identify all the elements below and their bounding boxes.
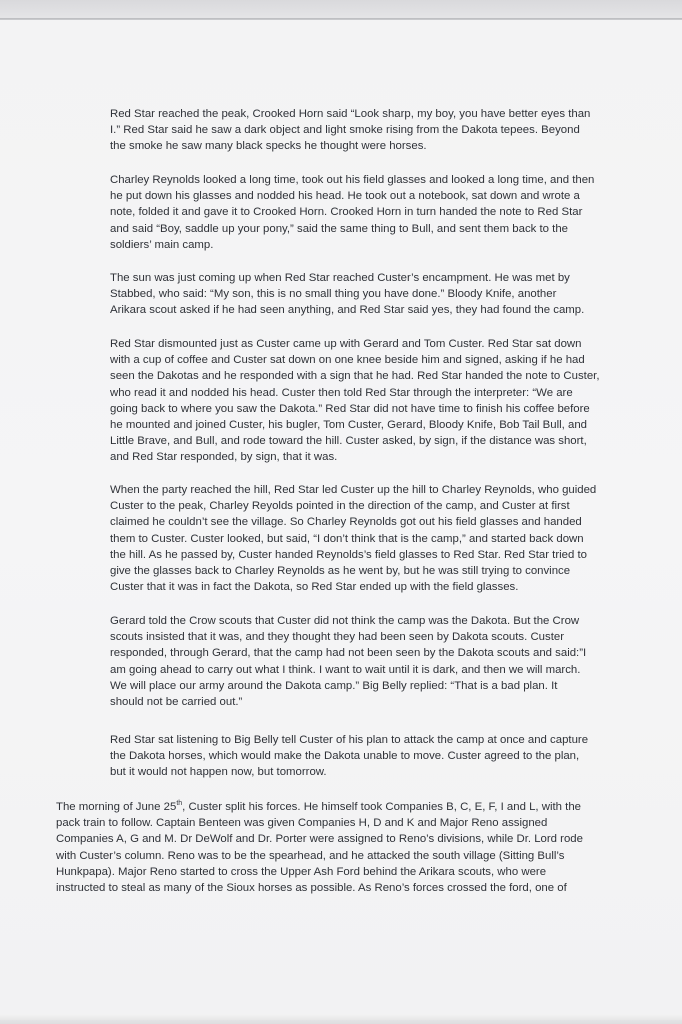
- body-text-paragraph: [110, 482, 630, 595]
- paragraph-6: Gerard told the Crow scouts that Custer did not think the camp was the Dakota. But the Crow scouts insisted that it was, and they thought they had been seen by Dakota scouts. Custer responded, through Gerard, that the camp had not been seen by the Dakota scouts and said:”I am going ahead to carry out what I think. I want to wait until it is dark, and then we will march. We will place our army around the Dakota camp.” Big Belly replied: “That is a bad plan. It should not be carried out.”: [110, 615, 587, 709]
- body-text-paragraph: [110, 613, 630, 710]
- paragraph-3: The sun was just coming up when Red Star reached Custer’s encampment. He was met by Stabbed, who said: “My son, this is no small thing you have done.” Bloody Knife, another Arikara scout asked if he had seen anything, and Red Star said yes, they had found the camp.: [110, 272, 585, 317]
- paragraph-8-continuation: , Custer split his forces. He himself took Companies B, C, E, F, I and L, with the pack train to follow. Captain Benteen was given Companies H, D and K and Major Reno assigned Companies A, G and M. Dr DeWolf and Dr. Porter were assigned to Reno’s divisions, while Dr. Lord rode with Custer’s column. Reno was to be the spearhead, and he attacked the south village (Sitting Bull’s Hunkpapa). Major Reno started to cross the Upper Ash Ford behind the Arikara scouts, who were instructed to steal as many of the Sioux horses as possible. As Reno’s forces crossed the ford, one of: [56, 801, 583, 895]
- bottom-shadow: [0, 1014, 682, 1024]
- body-text-paragraph: [110, 106, 630, 155]
- paragraph-2: Charley Reynolds looked a long time, took out his field glasses and looked a long time, and then he put down his glasses and nodded his head. He took out a notebook, sat down and wrote a note, folded it and gave it to Crooked Horn. Crooked Horn in turn handed the note to Red Star and said “Boy, saddle up your pony,” said the same thing to Bull, and sent them back to the soldiers’ main camp.: [110, 174, 595, 251]
- paragraph-5: When the party reached the hill, Red Star led Custer up the hill to Charley Reynolds, who guided Custer to the peak, Charley Reyolds pointed in the direction of the camp, and Custer at first claimed he couldn’t see the village. So Charley Reynolds got out his field glasses and handed them to Custer. Custer looked, but said, “I don’t think that is the camp,” and started back down the hill. As he passed by, Custer handed Reynolds’s field glasses to Red Star. Red Star tried to give the glasses back to Charley Reynolds as he went by, but he was still trying to convince Custer that it was in fact the Dakota, so Red Star ended up with the field glasses.: [110, 484, 597, 594]
- paragraph-7: Red Star sat listening to Big Belly tell Custer of his plan to attack the camp at once and capture the Dakota horses, which would make the Dakota unable to move. Custer agreed to the plan, but it would not happen now, but tomorrow.: [110, 734, 589, 779]
- body-text-paragraph-full-width: [56, 799, 646, 896]
- body-text-paragraph: [110, 732, 630, 781]
- paragraph-1: Red Star reached the peak, Crooked Horn said “Look sharp, my boy, you have better eyes than I.” Red Star said he saw a dark object and light smoke rising from the Dakota tepees. Beyond the smoke he saw many black specks he thought were horses.: [110, 108, 591, 153]
- body-text-paragraph: [110, 172, 630, 253]
- body-text-paragraph: [110, 270, 630, 319]
- paragraph-8: [56, 799, 646, 896]
- body-text-paragraph: [110, 336, 630, 466]
- june-25-text: The morning of June 25: [56, 801, 177, 813]
- paragraph-4: Red Star dismounted just as Custer came up with Gerard and Tom Custer. Red Star sat down with a cup of coffee and Custer sat down on one knee beside him and signed, asking if he had seen the Dakotas and he responded with a sign that he had. Red Star handed the note to Custer, who read it and nodded his head. Custer then told Red Star through the interpreter: “We are going back to where you saw the Dakota.” Red Star did not have time to finish his coffee before he mounted and joined Custer, his bugler, Tom Custer, Gerard, Bloody Knife, Bob Tail Bull, and Little Brave, and Bull, and rode toward the hill. Custer asked, by sign, if the distance was short, and Red Star responded, by sign, that it was.: [110, 338, 600, 464]
- ordinal-suffix: th: [176, 800, 183, 808]
